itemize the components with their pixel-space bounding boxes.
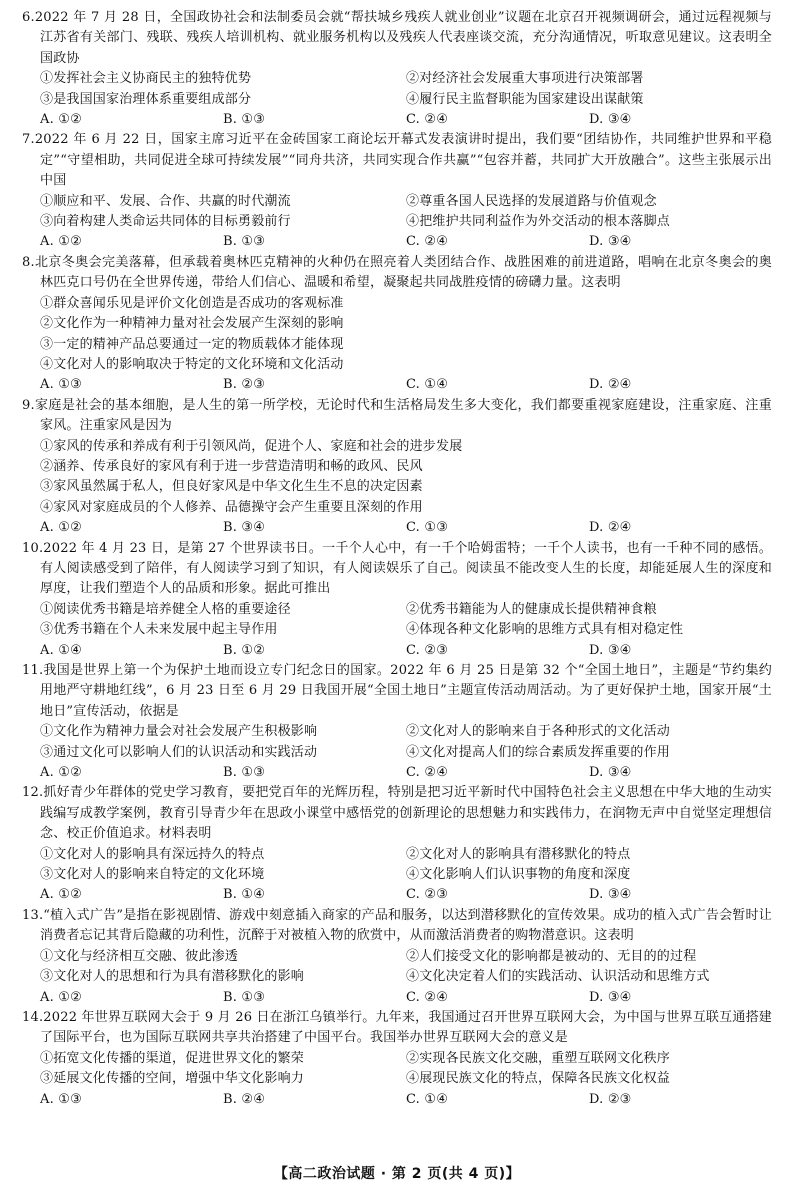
question-stem [22,253,772,294]
statement-option: ②涵养、传承良好的家风有利于进一步营造清明和畅的政风、民风 [40,458,423,474]
question-block [22,1008,772,1110]
statement-option: ①家风的传承和养成有利于引领风尚，促进个人、家庭和社会的进步发展 [40,438,463,454]
statement-option: ①群众喜闻乐见是评价文化创造是否成功的客观标准 [40,295,344,311]
question-text: 北京冬奥会完美落幕，但承载着奥林匹克精神的火种仍在照亮着人类团结合作、战胜困难的前进道路，唱响在北京冬奥会的奥林匹克口号仍在全世界传递，带给人们信心、温暖和希望，凝聚起共同战胜疫情的磅礴力量。这表明 [34,254,772,291]
statement-option: ②文化作为一种精神力量对社会发展产生深刻的影响 [40,316,344,332]
question-stem [22,1008,772,1049]
statement-option: ④展现民族文化的特点，保障各民族文化权益 [406,1071,671,1087]
question-text: 抓好青少年群体的党史学习教育，要把党百年的光辉历程，特别是把习近平新时代中国特色社会主义思想在中华大地的生动实践编写成教学案例，教育引导青少年在思政小课堂中感悟党的创新理论的思想魅力和实践伟力，在润物无声中自觉坚定理想信念、校正价值追求。材料表明 [40,785,772,842]
statement-option: ④文化决定着人们的实践活动、认识活动和思维方式 [406,969,710,985]
answer-choice: A. ①② [40,989,82,1005]
question-number: 13. [22,907,44,923]
answer-choice: A. ①③ [40,377,82,393]
question-number: 7. [22,132,35,148]
statement-option: ①发挥社会主义协商民主的独特优势 [40,71,252,87]
question-text: 2022 年 7 月 28 日，全国政协社会和法制委员会就“帮扶城乡残疾人就业创业”议题在北京召开视频调研会，通过远程视频与江苏省有关部门、残联、残疾人培训机构、就业服务机构以及残疾人代表座谈交流，充分沟通情况，听取意见建议。这表明全国政协 [34,10,772,66]
statement-option: ②文化对人的影响具有潜移默化的特点 [406,846,631,862]
question-stem [22,783,772,844]
question-number: 8. [22,254,35,270]
answer-choices [22,110,772,130]
statement-options [22,722,772,763]
answer-choice: B. ①③ [223,765,266,781]
statement-option: ④把维护共同利益作为外交活动的根本落脚点 [406,214,671,230]
answer-choice: C. ②③ [406,887,449,903]
statement-option: ③优秀书籍在个人未来发展中起主导作用 [40,622,278,638]
statement-option: ④履行民主监督职能为国家建设出谋献策 [406,91,644,107]
answer-choices [22,518,772,538]
statement-option: ②对经济社会发展重大事项进行决策部署 [406,71,644,87]
statement-option: ④文化对提高人们的综合素质发挥重要的作用 [406,744,671,760]
answer-choice: D. ②④ [589,520,632,536]
question-number: 9. [22,397,35,413]
answer-choices [22,763,772,783]
question-text: 2022 年 4 月 23 日，是第 27 个世界读书日。一千个人心中，有一千个哈姆雷特；一千个人读书，也有一千种不同的感悟。有人阅读感受到了陪伴，有人阅读学习到了知识，有人阅读娱乐了自己。阅读虽不能改变人生的长度，却能延展人生的深度和厚度，让我们塑造个人的品质和形象。据此可推出 [40,540,772,597]
answer-choice: A. ①② [40,234,82,250]
answer-choice: B. ③④ [223,520,266,536]
answer-choices [22,988,772,1008]
answer-choice: A. ①② [40,520,82,536]
answer-choice: B. ①③ [223,234,266,250]
answer-choice: C. ②④ [406,989,449,1005]
answer-choice: B. ②③ [223,377,266,393]
statement-option: ②优秀书籍能为人的健康成长提供精神食粮 [406,601,657,617]
statement-option: ②实现各民族文化交融，重塑互联网文化秩序 [406,1050,671,1066]
statement-option: ③向着构建人类命运共同体的目标勇毅前行 [40,214,291,230]
question-block [22,253,772,396]
answer-choice: A. ①② [40,112,82,128]
page-footer: 【高二政治试题 · 第 2 页(共 4 页)】 [273,1166,521,1182]
question-number: 6. [22,10,35,25]
question-block [22,539,772,661]
question-block [22,8,772,130]
question-text: 2022 年世界互联网大会于 9 月 26 日在浙江乌镇举行。九年来，我国通过召开世界互联网大会，为中国与世界互联互通搭建了国际平台，也为国际互联网共享共治搭建了中国平台。我国举办世界互联网大会的意义是 [40,1009,772,1046]
answer-choice: D. ②④ [589,377,632,393]
statement-option: ②文化对人的影响来自于各种形式的文化活动 [406,724,671,740]
question-block [22,661,772,783]
statement-option: ③一定的精神产品总要通过一定的物质载体才能体现 [40,336,344,352]
answer-choices [22,375,772,395]
question-block [22,783,772,905]
statement-option: ③文化对人的思想和行为具有潜移默化的影响 [40,969,305,985]
statement-options [22,294,772,376]
question-stem [22,396,772,437]
statement-option: ③延展文化传播的空间，增强中华文化影响力 [40,1071,305,1087]
statement-option: ①阅读优秀书籍是培养健全人格的重要途径 [40,601,291,617]
answer-choice: B. ①③ [223,989,266,1005]
answer-choice: C. ②④ [406,112,449,128]
question-stem [22,8,772,69]
statement-option: ③是我国国家治理体系重要组成部分 [40,91,252,107]
answer-choice: A. ①② [40,887,82,903]
answer-choice: C. ②③ [406,642,449,658]
statement-options [22,947,772,988]
question-text: 家庭是社会的基本细胞，是人生的第一所学校，无论时代和生活格局发生多大变化，我们都要重视家庭建设，注重家庭、注重家风。注重家风是因为 [34,397,772,434]
statement-option: ②尊重各国人民选择的发展道路与价值观念 [406,193,657,209]
answer-choice: B. ①④ [223,887,266,903]
answer-choices [22,1090,772,1110]
statement-options [22,845,772,886]
statement-options [22,192,772,233]
statement-option: ④文化影响人们认识事物的角度和深度 [406,867,631,883]
answer-choice: C. ①③ [406,520,449,536]
question-list [22,8,772,1110]
answer-choice: D. ③④ [589,765,632,781]
question-stem [22,539,772,600]
statement-option: ①文化与经济相互交融、彼此渗透 [40,948,239,964]
statement-option: ④文化对人的影响取决于特定的文化环境和文化活动 [40,356,344,372]
answer-choice: A. ①④ [40,642,82,658]
answer-choices [22,232,772,252]
question-text: 我国是世界上第一个为保护土地而设立专门纪念日的国家。2022 年 6 月 25 日是第 32 个“全国土地日”，主题是“节约集约用地严守耕地红线”，6 月 23 日至 6 月 29 日我国开展“全国土地日”主题宣传活动周活动。为了更好保护土地，国家开展“土地日”宣传活动，依据是 [40,663,772,719]
statement-option: ③通过文化可以影响人们的认识活动和实践活动 [40,744,318,760]
answer-choice: A. ①② [40,765,82,781]
answer-choice: B. ①③ [223,112,266,128]
statement-option: ①顺应和平、发展、合作、共赢的时代潮流 [40,193,291,209]
statement-option: ①文化作为精神力量会对社会发展产生积极影响 [40,724,318,740]
question-block [22,906,772,1008]
question-block [22,396,772,539]
answer-choices [22,641,772,661]
question-number: 10. [22,540,44,556]
statement-option: ④家风对家庭成员的个人修养、品德操守会产生重要且深刻的作用 [40,499,423,515]
statement-option: ②人们接受文化的影响都是被动的、无目的的过程 [406,948,697,964]
question-text: 2022 年 6 月 22 日，国家主席习近平在金砖国家工商论坛开幕式发表演讲时提出，我们要“团结协作，共同维护世界和平稳定”“守望相助，共同促进全球可持续发展”“同舟共济，共同实现合作共赢”“包容并蓄，共同扩大开放融合”。这些主张展示出中国 [34,132,772,189]
question-number: 12. [22,785,44,801]
question-number: 14. [22,1009,44,1025]
statement-option: ③文化对人的影响来自特定的文化环境 [40,867,265,883]
answer-choice: C. ①④ [406,1091,449,1107]
answer-choice: C. ①④ [406,377,449,393]
statement-options [22,69,772,110]
answer-choice: B. ①② [223,642,266,658]
statement-option: ④体现各种文化影响的思维方式具有相对稳定性 [406,622,684,638]
question-stem [22,130,772,191]
statement-options [22,600,772,641]
answer-choice: D. ③④ [589,989,632,1005]
answer-choice: D. ③④ [589,887,632,903]
statement-option: ①拓宽文化传播的渠道，促进世界文化的繁荣 [40,1050,305,1066]
statement-options [22,1049,772,1090]
answer-choice: C. ②④ [406,234,449,250]
statement-option: ③家风虽然属于私人，但良好家风是中华文化生生不息的决定因素 [40,479,423,495]
answer-choice: A. ①③ [40,1091,82,1107]
question-number: 11. [22,663,44,678]
question-block [22,130,772,252]
answer-choice: B. ②④ [223,1091,266,1107]
answer-choice: D. ③④ [589,112,632,128]
answer-choice: D. ③④ [589,642,632,658]
answer-choice: D. ③④ [589,234,632,250]
statement-options [22,437,772,519]
answer-choices [22,885,772,905]
statement-option: ①文化对人的影响具有深远持久的特点 [40,846,265,862]
question-text: “植入式广告”是指在影视剧情、游戏中刻意插入商家的产品和服务，以达到潜移默化的宣传效果。成功的植入式广告会暂时让消费者忘记其背后隐藏的功利性，沉醉于对被植入物的欣赏中，从而激活消费者的购物潜意识。这表明 [40,907,772,944]
question-stem [22,906,772,947]
answer-choice: D. ②③ [589,1091,632,1107]
answer-choice: C. ②④ [406,765,449,781]
question-stem [22,661,772,722]
